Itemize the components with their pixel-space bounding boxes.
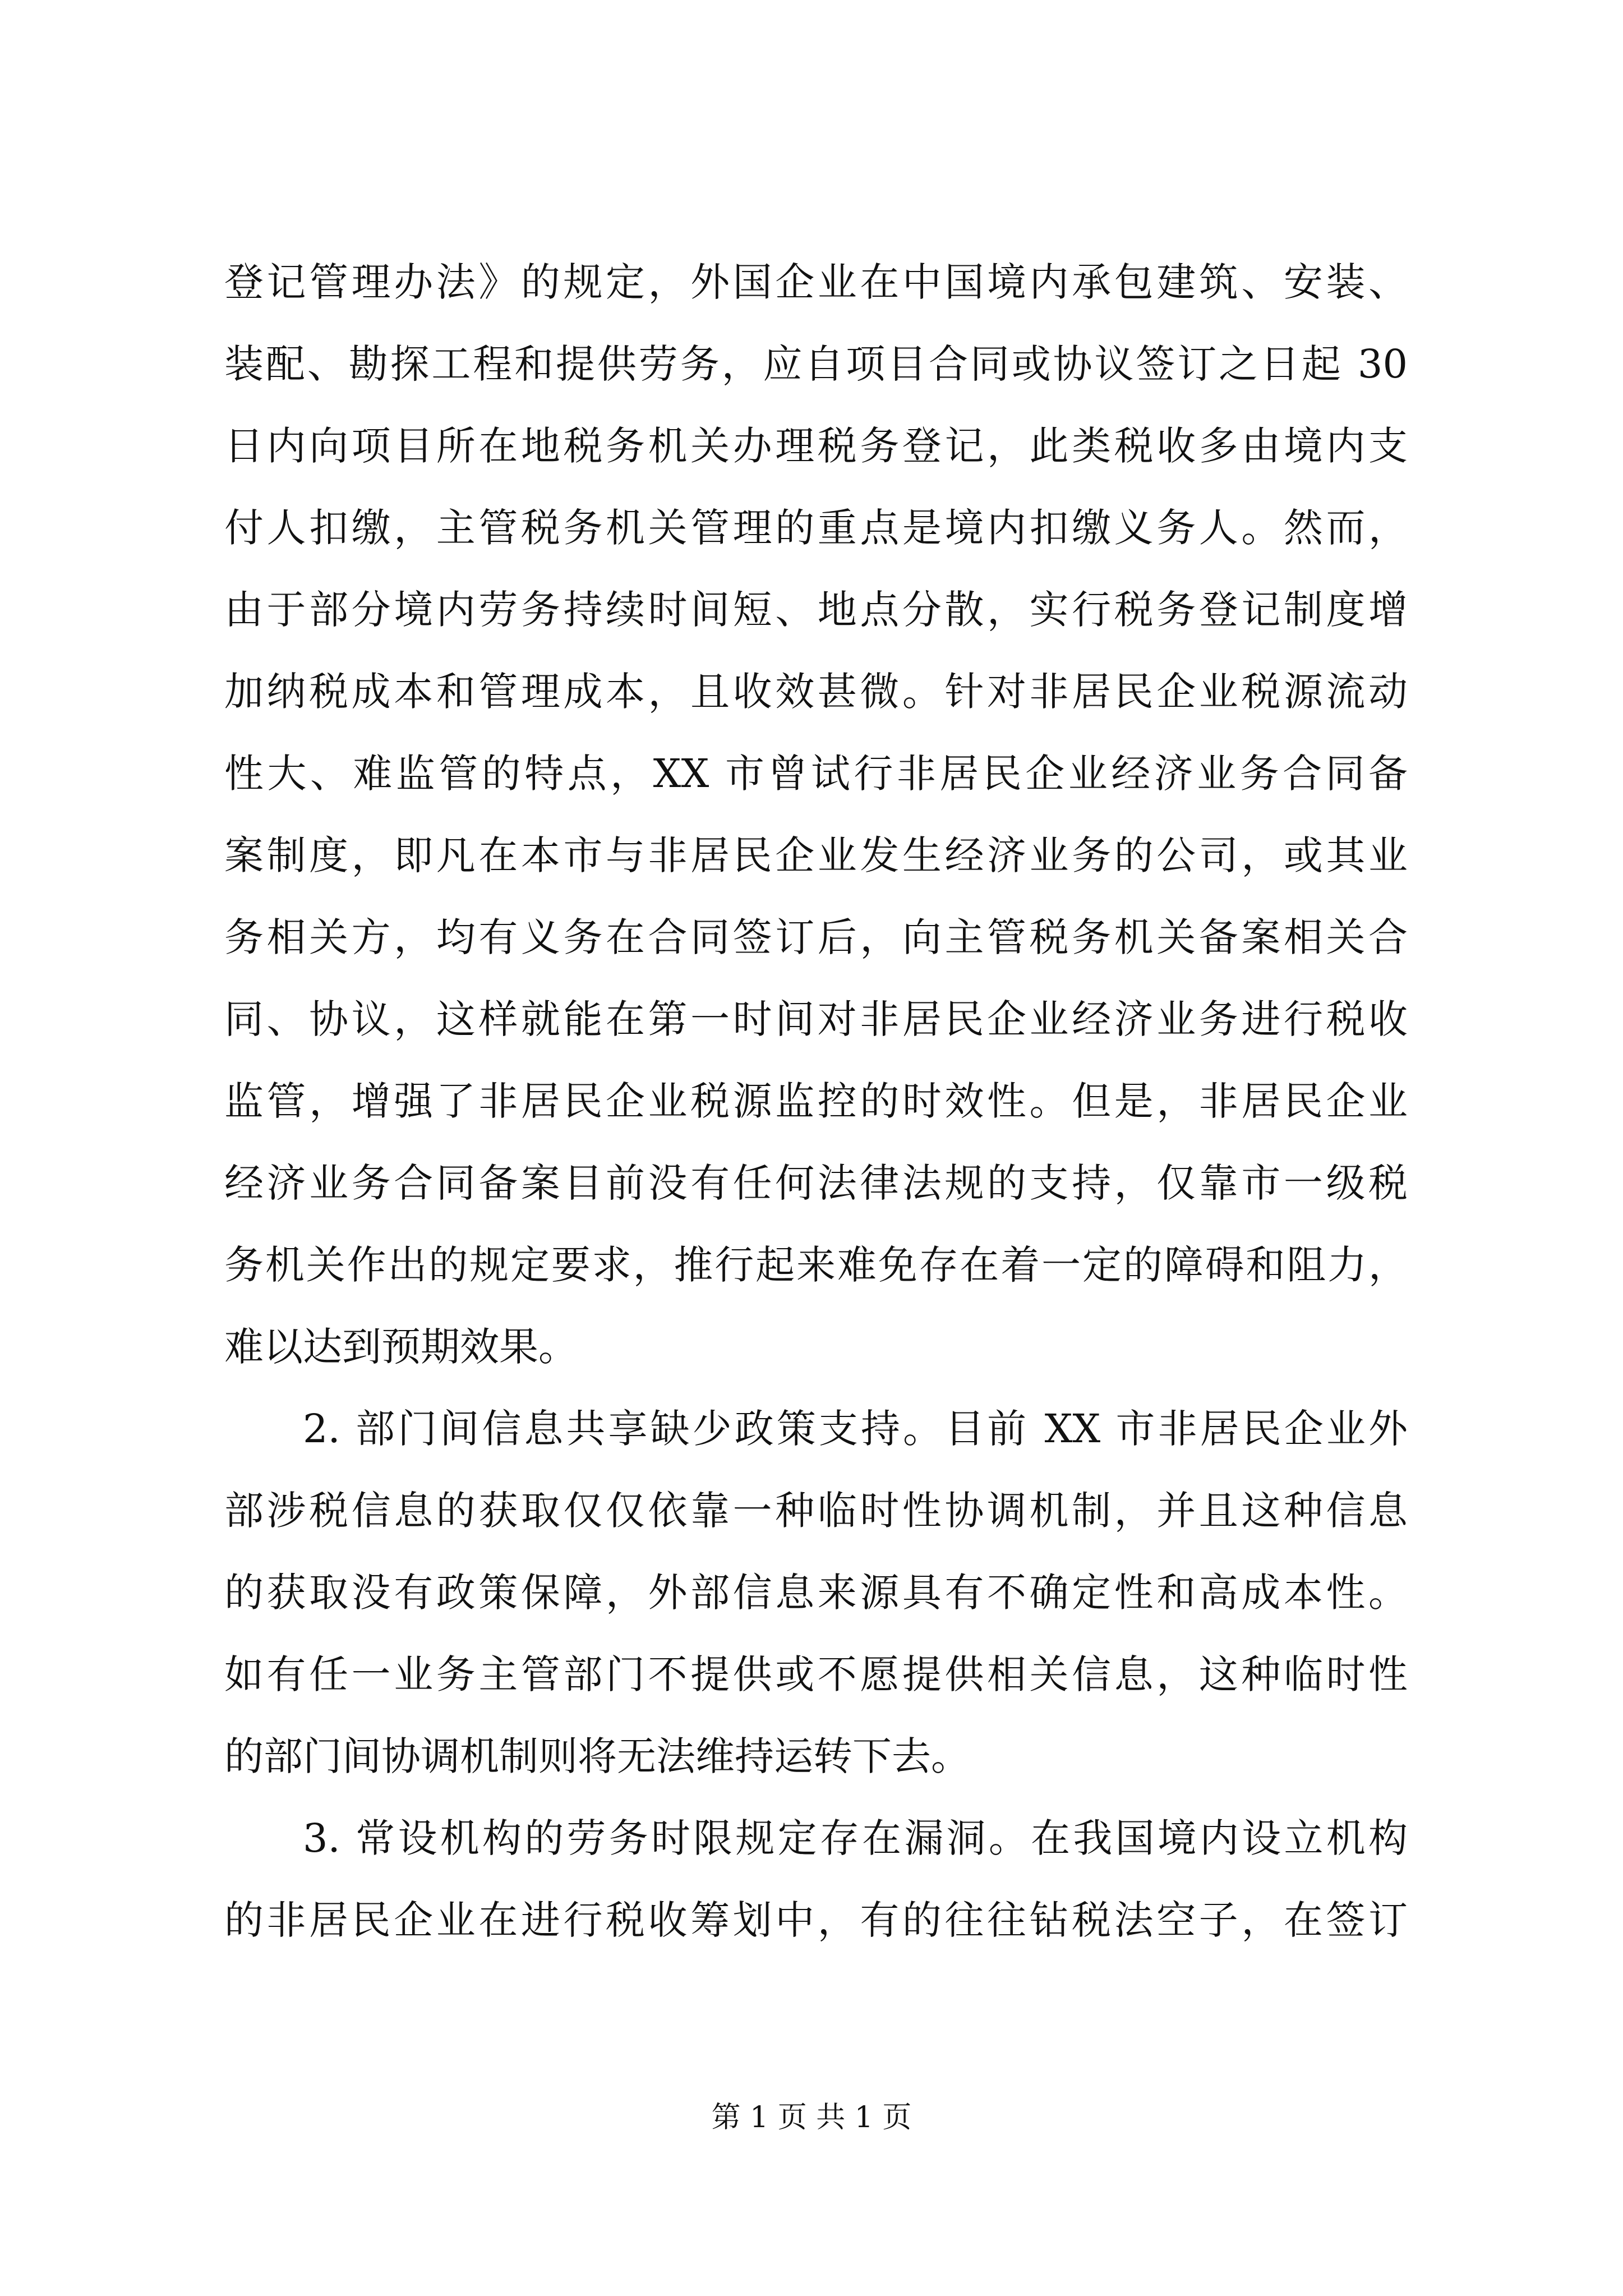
text-line: 难以达到预期效果。 (224, 1324, 578, 1370)
text-line: 登记管理办法》的规定，外国企业在中国境内承包建筑、安装、 (224, 259, 1408, 305)
text-line: 务相关方，均有义务在合同签订后，向主管税务机关备案相关合 (224, 914, 1408, 960)
text-line: 的非居民企业在进行税收筹划中，有的往往钻税法空子，在签订 (224, 1897, 1408, 1943)
text-line: 日内向项目所在地税务机关办理税务登记，此类税收多由境内支 (224, 423, 1408, 469)
text-line: 由于部分境内劳务持续时间短、地点分散，实行税务登记制度增 (224, 587, 1408, 633)
text-line: 部涉税信息的获取仅仅依靠一种临时性协调机制，并且这种信息 (224, 1488, 1408, 1534)
paragraph-start-line: 3. 常设机构的劳务时限规定存在漏洞。在我国境内设立机构 (303, 1815, 1408, 1861)
text-line: 的部门间协调机制则将无法维持运转下去。 (224, 1733, 970, 1779)
text-line: 如有任一业务主管部门不提供或不愿提供相关信息，这种临时性 (224, 1651, 1408, 1697)
text-line: 案制度，即凡在本市与非居民企业发生经济业务的公司，或其业 (224, 832, 1408, 878)
text-line: 同、协议，这样就能在第一时间对非居民企业经济业务进行税收 (224, 996, 1408, 1042)
text-line: 装配、勘探工程和提供劳务，应自项目合同或协议签订之日起 30 (224, 341, 1408, 387)
text-line: 经济业务合同备案目前没有任何法律法规的支持，仅靠市一级税 (224, 1160, 1408, 1206)
document-body (224, 241, 1408, 1961)
text-line: 性大、难监管的特点，XX 市曾试行非居民企业经济业务合同备 (224, 751, 1408, 797)
text-line: 务机关作出的规定要求，推行起来难免存在着一定的障碍和阻力， (224, 1242, 1408, 1288)
text-line: 的获取没有政策保障，外部信息来源具有不确定性和高成本性。 (224, 1570, 1408, 1616)
paragraph-start-line: 2. 部门间信息共享缺少政策支持。目前 XX 市非居民企业外 (303, 1406, 1408, 1452)
text-line: 加纳税成本和管理成本，且收效甚微。针对非居民企业税源流动 (224, 669, 1408, 715)
text-line: 付人扣缴，主管税务机关管理的重点是境内扣缴义务人。然而， (224, 505, 1408, 551)
text-line: 监管，增强了非居民企业税源监控的时效性。但是，非居民企业 (224, 1078, 1408, 1124)
page-footer: 第 1 页 共 1 页 (711, 2101, 912, 2134)
